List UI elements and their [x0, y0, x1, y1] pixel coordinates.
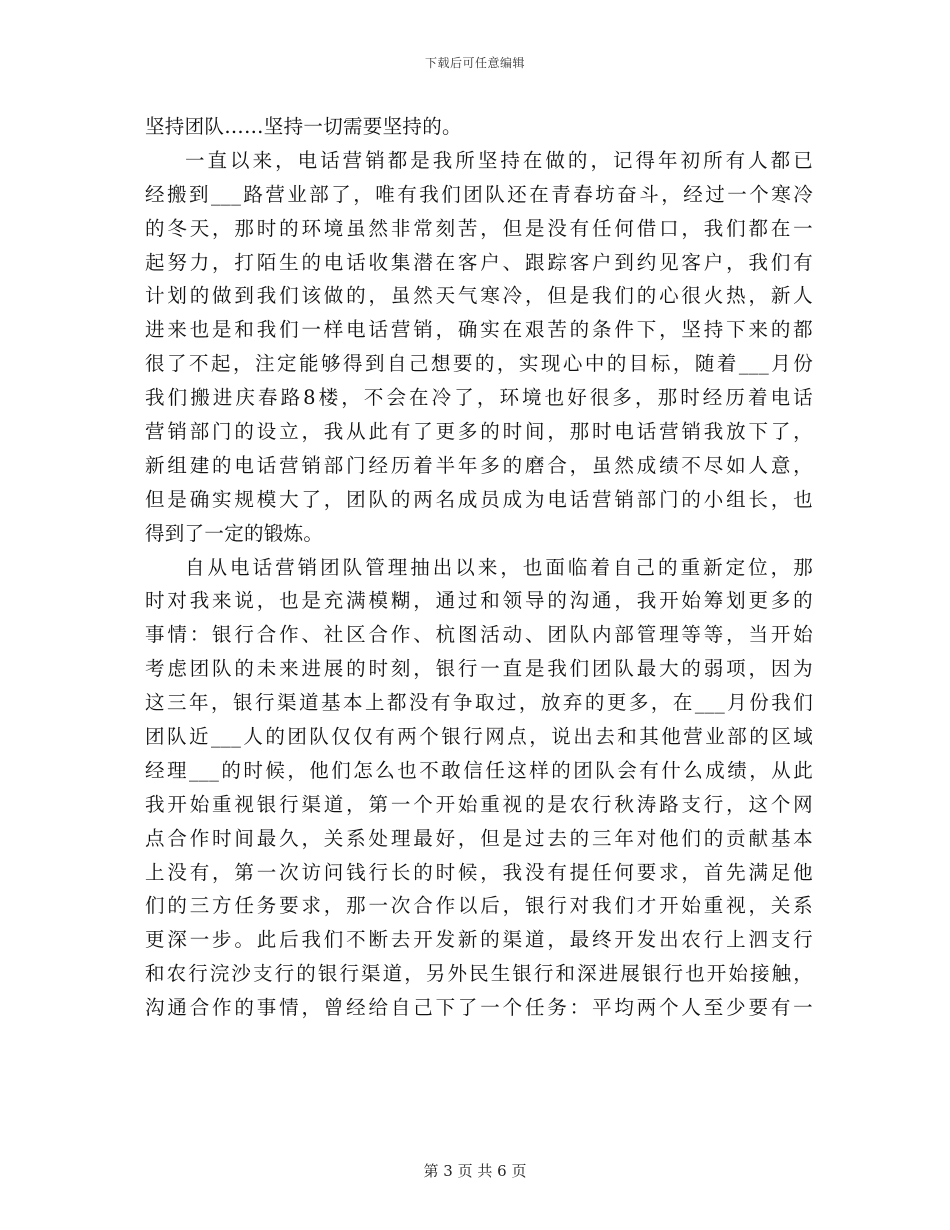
page-header: 下载后可任意编辑 — [424, 56, 525, 70]
text-line: 但是确实规模大了，团队的两名成员成为电话营销部门的小组长，也 — [145, 487, 813, 511]
text-line: 经搬到___路营业部了，唯有我们团队还在青春坊奋斗，经过一个寒冷 — [145, 182, 813, 206]
text-line: 起努力，打陌生的电话收集潜在客户、跟踪客户到约见客户，我们有 — [145, 250, 813, 274]
text-line: 这三年，银行渠道基本上都没有争取过，放弃的更多，在___月份我们 — [145, 691, 813, 715]
text-line: 考虑团队的未来进展的时刻，银行一直是我们团队最大的弱项，因为 — [145, 657, 813, 681]
text-line: 团队近___人的团队仅仅有两个银行网点，说出去和其他营业部的区域 — [145, 725, 813, 749]
text-line: 计划的做到我们该做的，虽然天气寒冷，但是我们的心很火热，新人 — [145, 284, 813, 308]
text-line: 坚持团队……坚持一切需要坚持的。 — [145, 115, 462, 138]
text-line: 和农行浣沙支行的银行渠道，另外民生银行和深进展银行也开始接触， — [145, 962, 813, 986]
text-line: 沟通合作的事情，曾经给自己下了一个任务：平均两个人至少要有一 — [145, 996, 813, 1020]
paragraph — [145, 110, 813, 144]
text-line: 很了不起，注定能够得到自己想要的，实现心中的目标，随着___月份 — [145, 352, 813, 376]
text-line: 更深一步。此后我们不断去开发新的渠道，最终开发出农行上泗支行 — [145, 928, 813, 952]
text-line: 营销部门的设立，我从此有了更多的时间，那时电话营销我放下了， — [145, 420, 813, 444]
text-line: 时对我来说，也是充满模糊，通过和领导的沟通，我开始筹划更多的 — [145, 589, 813, 613]
text-line: 进来也是和我们一样电话营销，确实在艰苦的条件下，坚持下来的都 — [145, 318, 813, 342]
text-line: 得到了一定的锻炼。 — [145, 521, 324, 545]
text-line: 自从电话营销团队管理抽出以来，也面临着自己的重新定位，那 — [185, 555, 813, 579]
text-line: 一直以来，电话营销都是我所坚持在做的，记得年初所有人都已 — [185, 148, 813, 172]
text-line: 我们搬进庆春路8楼，不会在冷了，环境也好很多，那时经历着电话 — [145, 386, 813, 410]
text-line: 事情：银行合作、社区合作、杭图活动、团队内部管理等等，当开始 — [145, 623, 813, 647]
text-line: 经理___的时候，他们怎么也不敢信任这样的团队会有什么成绩，从此 — [145, 758, 813, 782]
text-line: 们的三方任务要求，那一次合作以后，银行对我们才开始重视，关系 — [145, 894, 813, 918]
paragraph — [145, 144, 813, 551]
text-line: 新组建的电话营销部门经历着半年多的磨合，虽然成绩不尽如人意， — [145, 453, 813, 477]
paragraph — [145, 551, 813, 1025]
text-line: 点合作时间最久，关系处理最好，但是过去的三年对他们的贡献基本 — [145, 826, 813, 850]
text-line: 上没有，第一次访问钱行长的时候，我没有提任何要求，首先满足他 — [145, 860, 813, 884]
text-line: 的冬天，那时的环境虽然非常刻苦，但是没有任何借口，我们都在一 — [145, 216, 813, 240]
document-body — [145, 110, 813, 1025]
page-number: 第 3 页 共 6 页 — [423, 1162, 527, 1180]
text-line: 我开始重视银行渠道，第一个开始重视的是农行秋涛路支行，这个网 — [145, 792, 813, 816]
